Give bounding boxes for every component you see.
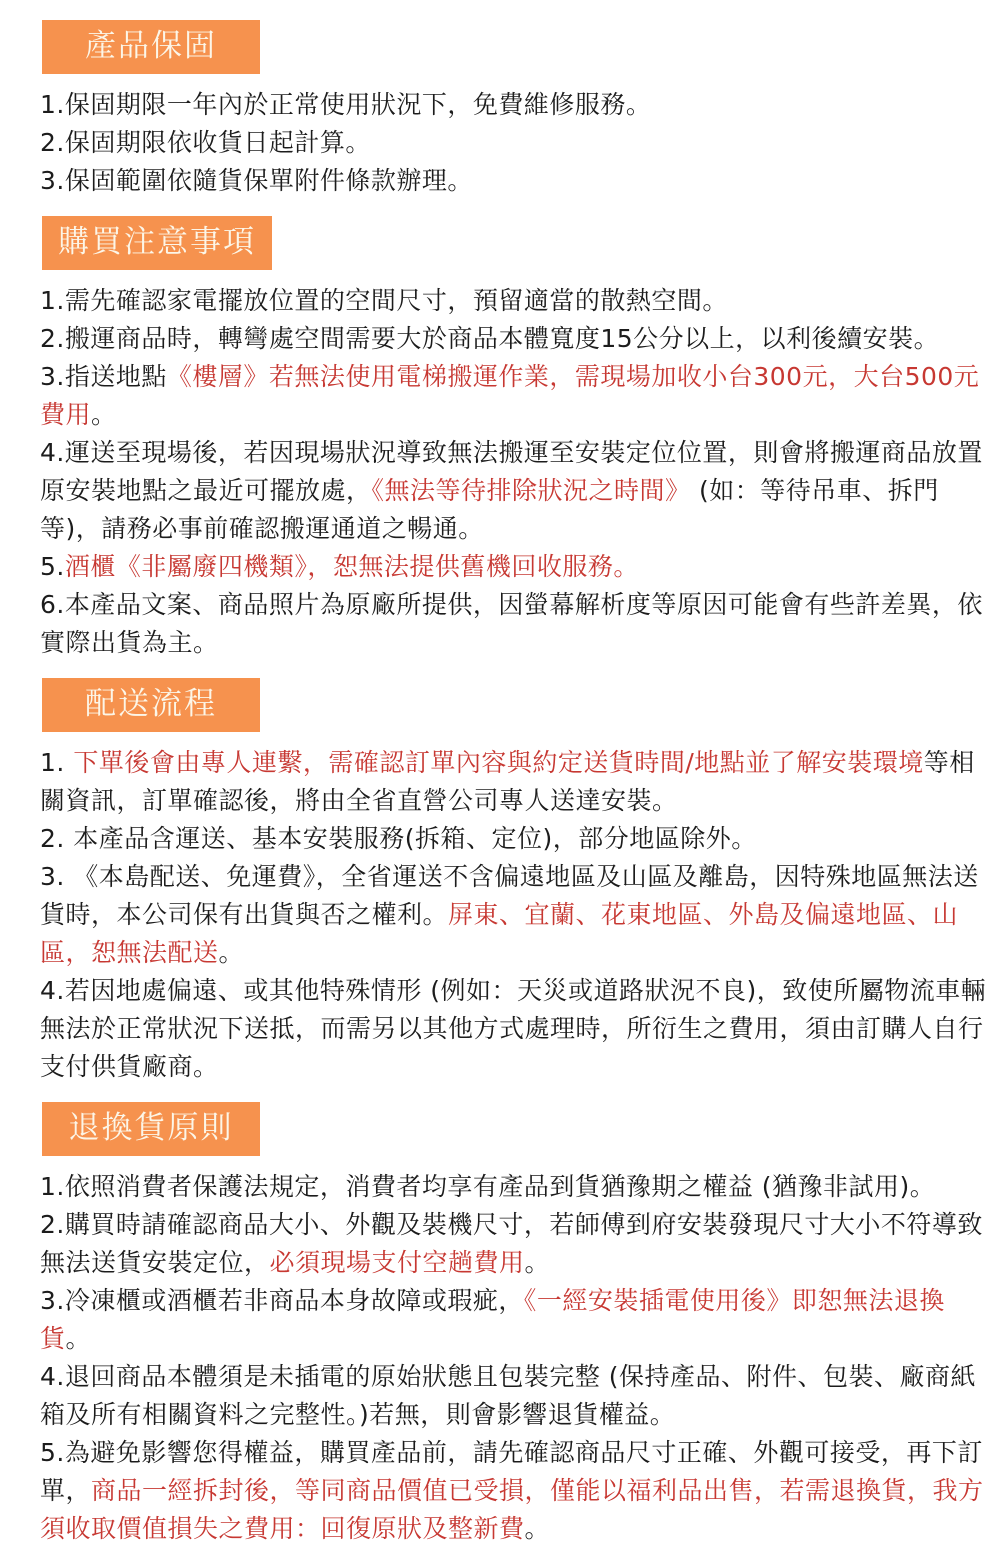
- highlight-text: 商品一經拆封後，等同商品價值已受損，僅能以福利品出售，若需退換貨，我方須收取價值損失之費用：回復原狀及整新費: [40, 1476, 984, 1543]
- section: [40, 1086, 988, 1548]
- list-item: [40, 162, 988, 200]
- list-item: [40, 124, 988, 162]
- body-text: 6.本產品文案、商品照片為原廠所提供，因螢幕解析度等原因可能會有些許差異，依實際出貨為主。: [40, 590, 983, 657]
- list-item: [40, 972, 988, 1086]
- highlight-text: 《無法等待排除狀況之時間》: [371, 476, 691, 505]
- section-badge-delivery-process: 配送流程: [42, 678, 260, 732]
- list-item: [40, 586, 988, 662]
- body-text: 5.: [40, 552, 65, 581]
- list-item: [40, 86, 988, 124]
- list-item: [40, 1282, 988, 1358]
- list-item: [40, 1434, 988, 1548]
- section-badge-warranty: 產品保固: [42, 20, 260, 74]
- list-item: [40, 744, 988, 820]
- body-text: 3. 《本島配送、免運費》，全省運送不含偏遠地區及山區及離島，因特殊地區無法送貨時，本公司保有出貨與否之權利。: [40, 862, 979, 929]
- list-item: [40, 820, 988, 858]
- list-item: [40, 320, 988, 358]
- list-item: [40, 1168, 988, 1206]
- highlight-text: 酒櫃《非屬廢四機類》，恕無法提供舊機回收服務。: [64, 552, 639, 581]
- body-text: 2.購買時請確認商品大小、外觀及裝機尺寸，若師傅到府安裝發現尺寸大小不符導致無法送貨安裝定位，: [40, 1210, 983, 1277]
- body-text: 4.若因地處偏遠、或其他特殊情形 (例如：天災或道路狀況不良)，致使所屬物流車輛無法於正常狀況下送抵，而需另以其他方式處理時，所衍生之費用，須由訂購人自行支付供貨廠商。: [40, 976, 987, 1081]
- body-text: 3.冷凍櫃或酒櫃若非商品本身故障或瑕疵，: [40, 1286, 524, 1315]
- body-text: 3.保固範圍依隨貨保單附件條款辦理。: [40, 166, 473, 195]
- highlight-text: 屏東、宜蘭、花東地區、外島及偏遠地區、山區，恕無法配送: [40, 900, 959, 967]
- highlight-text: 《樓層》若無法使用電梯搬運作業，需現場加收小台300元，大台500元費用: [40, 362, 980, 429]
- body-text: 2.搬運商品時，轉彎處空間需要大於商品本體寬度15公分以上，以利後續安裝。: [40, 324, 940, 353]
- section: [40, 16, 988, 200]
- section: [40, 662, 988, 1086]
- body-text: 2. 本產品含運送、基本安裝服務(拆箱、定位)，部分地區除外。: [40, 824, 757, 853]
- section-items: [40, 86, 988, 200]
- body-text: 5.為避免影響您得權益，購買產品前，請先確認商品尺寸正確、外觀可接受，再下訂單，: [40, 1438, 983, 1505]
- body-text: 2.保固期限依收貨日起計算。: [40, 128, 371, 157]
- list-item: [40, 858, 988, 972]
- body-text: 1.依照消費者保護法規定，消費者均享有產品到貨猶豫期之權益 (猶豫非試用)。: [40, 1172, 936, 1201]
- list-item: [40, 548, 988, 586]
- body-text: 。: [524, 1514, 551, 1543]
- body-text: 。: [218, 938, 245, 967]
- section-badge-return-policy: 退換貨原則: [42, 1102, 260, 1156]
- body-text: 3.指送地點: [40, 362, 167, 391]
- body-text: 等相關資訊，訂單確認後，將由全省直營公司專人送達安裝。: [40, 748, 975, 815]
- section: [40, 200, 988, 662]
- list-item: [40, 282, 988, 320]
- list-item: [40, 358, 988, 434]
- highlight-text: 必須現場支付空趟費用: [269, 1248, 525, 1277]
- body-text: 1.需先確認家電擺放位置的空間尺寸，預留適當的散熱空間。: [40, 286, 728, 315]
- body-text: 4.退回商品本體須是未插電的原始狀態且包裝完整 (保持產品、附件、包裝、廠商紙箱及所有相關資料之完整性。)若無，則會影響退貨權益。: [40, 1362, 977, 1429]
- highlight-text: 下單後會由專人連繫，需確認訂單內容與約定送貨時間/地點並了解安裝環境: [73, 748, 924, 777]
- body-text: (如：等待吊車、拆門等)，請務必事前確認搬運通道之暢通。: [40, 476, 939, 543]
- list-item: [40, 1358, 988, 1434]
- body-text: 。: [91, 400, 117, 429]
- section-items: [40, 744, 988, 1086]
- body-text: 。: [65, 1324, 92, 1353]
- body-text: 4.運送至現場後，若因現場狀況導致無法搬運至安裝定位位置，則會將搬運商品放置原安裝地點之最近可擺放處，: [40, 438, 983, 505]
- section-items: [40, 1168, 988, 1548]
- highlight-text: 《一經安裝插電使用後》即恕無法退換貨: [40, 1286, 945, 1353]
- body-text: 1.: [40, 748, 74, 777]
- list-item: [40, 1206, 988, 1282]
- list-item: [40, 434, 988, 548]
- body-text: 。: [524, 1248, 551, 1277]
- body-text: 1.保固期限一年內於正常使用狀況下，免費維修服務。: [40, 90, 652, 119]
- section-badge-purchase-notes: 購買注意事項: [42, 216, 272, 270]
- section-items: [40, 282, 988, 662]
